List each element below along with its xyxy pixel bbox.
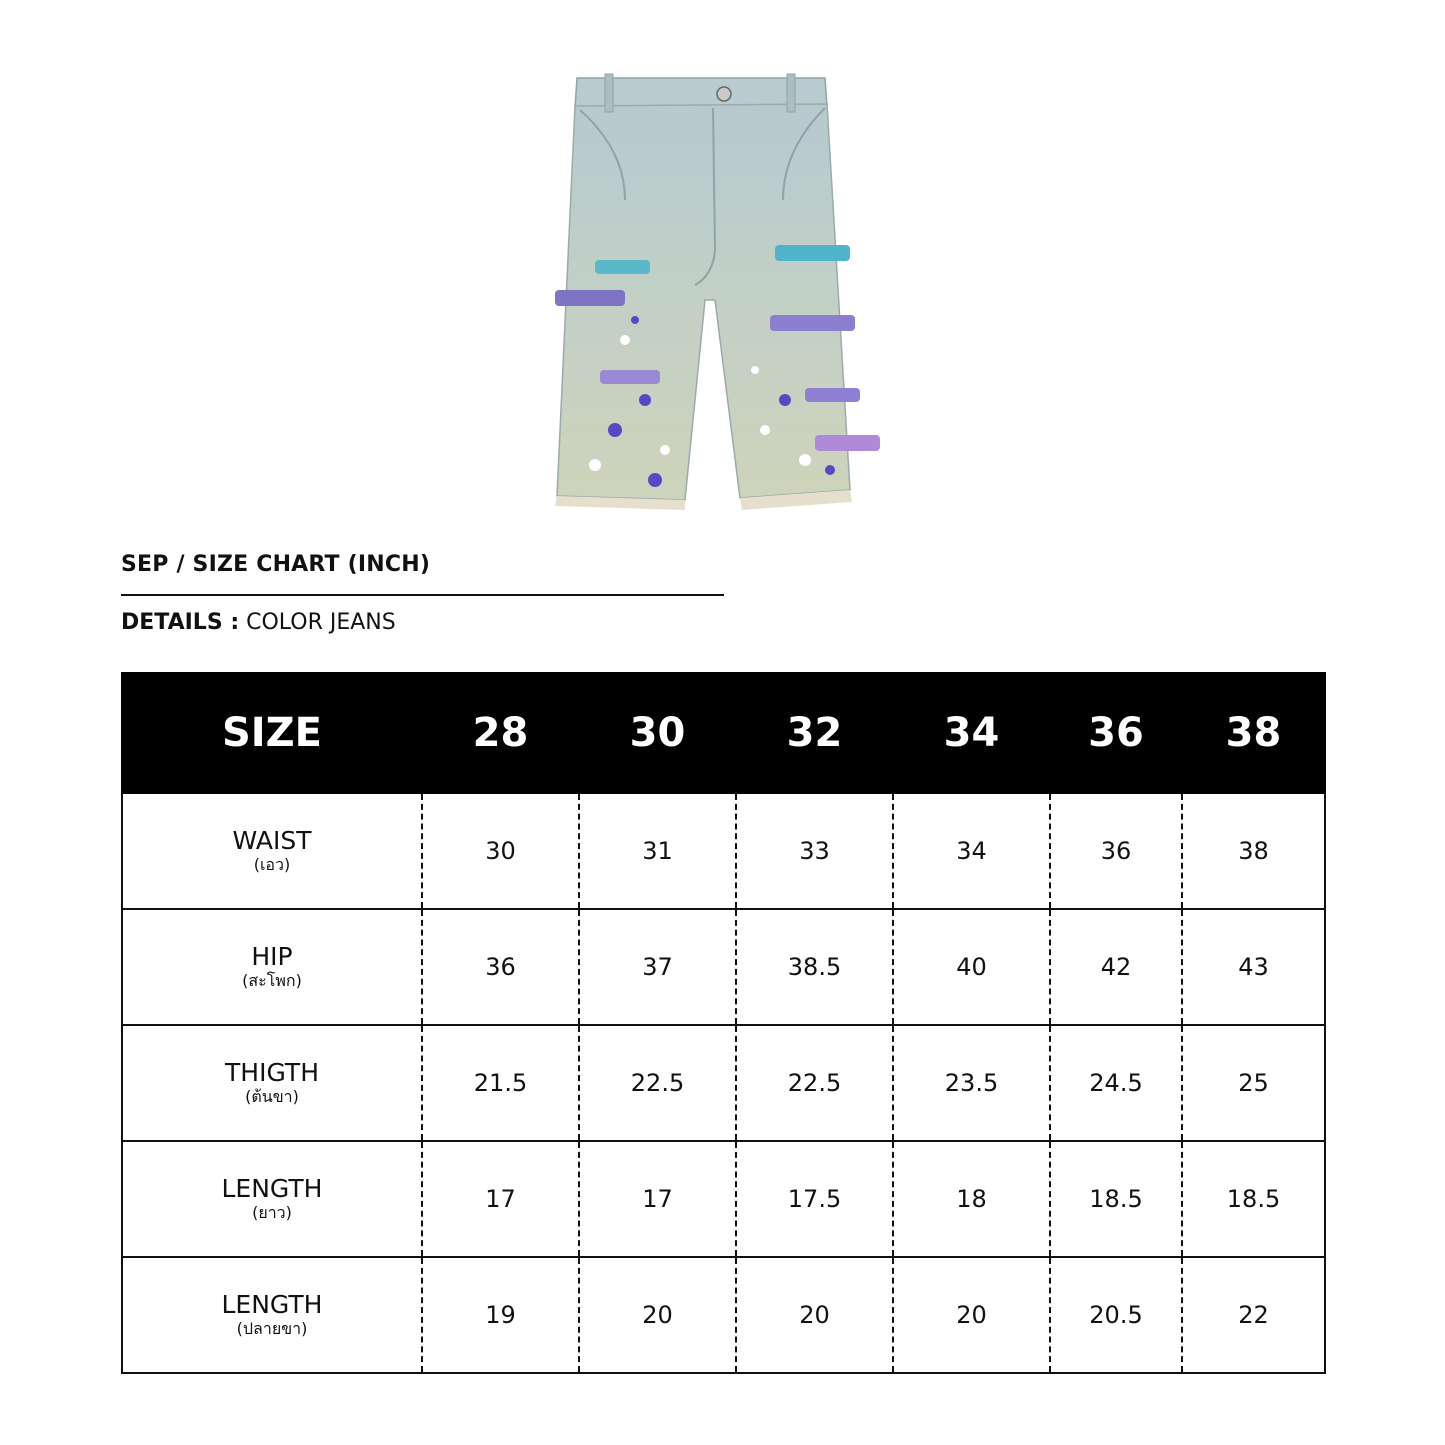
header-size-28: 28 [422,673,579,793]
size-chart-heading: SEP / SIZE CHART (INCH) [121,552,431,577]
denim-shorts-image [525,70,925,520]
value-cell: 36 [1050,793,1182,909]
details-line [121,610,396,635]
measurement-label: THIGTH [225,1058,319,1087]
details-value: COLOR JEANS [246,610,396,635]
value-cell: 33 [736,793,893,909]
value-cell: 31 [579,793,736,909]
value-cell: 36 [422,909,579,1025]
header-size-30: 30 [579,673,736,793]
measurement-sublabel: (ต้นขา) [245,1087,299,1106]
row-label-cell [122,793,422,909]
value-cell: 18 [893,1141,1050,1257]
row-label-cell [122,1025,422,1141]
row-label-cell [122,1257,422,1373]
table-row [122,1257,1325,1373]
value-cell: 20.5 [1050,1257,1182,1373]
measurement-sublabel: (ปลายขา) [236,1319,308,1338]
value-cell: 17.5 [736,1141,893,1257]
value-cell: 40 [893,909,1050,1025]
value-cell: 42 [1050,909,1182,1025]
value-cell: 25 [1182,1025,1325,1141]
value-cell: 22 [1182,1257,1325,1373]
measurement-sublabel: (เอว) [253,855,291,874]
value-cell: 37 [579,909,736,1025]
measurement-label: WAIST [232,826,312,855]
value-cell: 18.5 [1050,1141,1182,1257]
measurement-sublabel: (ยาว) [252,1203,292,1222]
header-size-32: 32 [736,673,893,793]
details-label: DETAILS : [121,610,240,635]
table-row [122,909,1325,1025]
header-size-36: 36 [1050,673,1182,793]
table-row [122,793,1325,909]
header-size-38: 38 [1182,673,1325,793]
value-cell: 17 [422,1141,579,1257]
measurement-label: HIP [251,942,293,971]
value-cell: 20 [579,1257,736,1373]
value-cell: 43 [1182,909,1325,1025]
header-size: SIZE [122,673,422,793]
table-row [122,1141,1325,1257]
measurement-label: LENGTH [221,1290,323,1319]
heading-divider [121,594,724,596]
row-label-cell [122,1141,422,1257]
value-cell: 38 [1182,793,1325,909]
table-row [122,1025,1325,1141]
measurement-label: LENGTH [221,1174,323,1203]
value-cell: 24.5 [1050,1025,1182,1141]
value-cell: 34 [893,793,1050,909]
value-cell: 23.5 [893,1025,1050,1141]
value-cell: 30 [422,793,579,909]
value-cell: 38.5 [736,909,893,1025]
value-cell: 21.5 [422,1025,579,1141]
row-label-cell [122,909,422,1025]
value-cell: 17 [579,1141,736,1257]
measurement-sublabel: (สะโพก) [242,971,302,990]
value-cell: 22.5 [579,1025,736,1141]
size-chart-table [121,672,1326,1374]
header-size-34: 34 [893,673,1050,793]
value-cell: 22.5 [736,1025,893,1141]
table-header-row [122,673,1325,793]
value-cell: 20 [893,1257,1050,1373]
value-cell: 20 [736,1257,893,1373]
value-cell: 19 [422,1257,579,1373]
value-cell: 18.5 [1182,1141,1325,1257]
